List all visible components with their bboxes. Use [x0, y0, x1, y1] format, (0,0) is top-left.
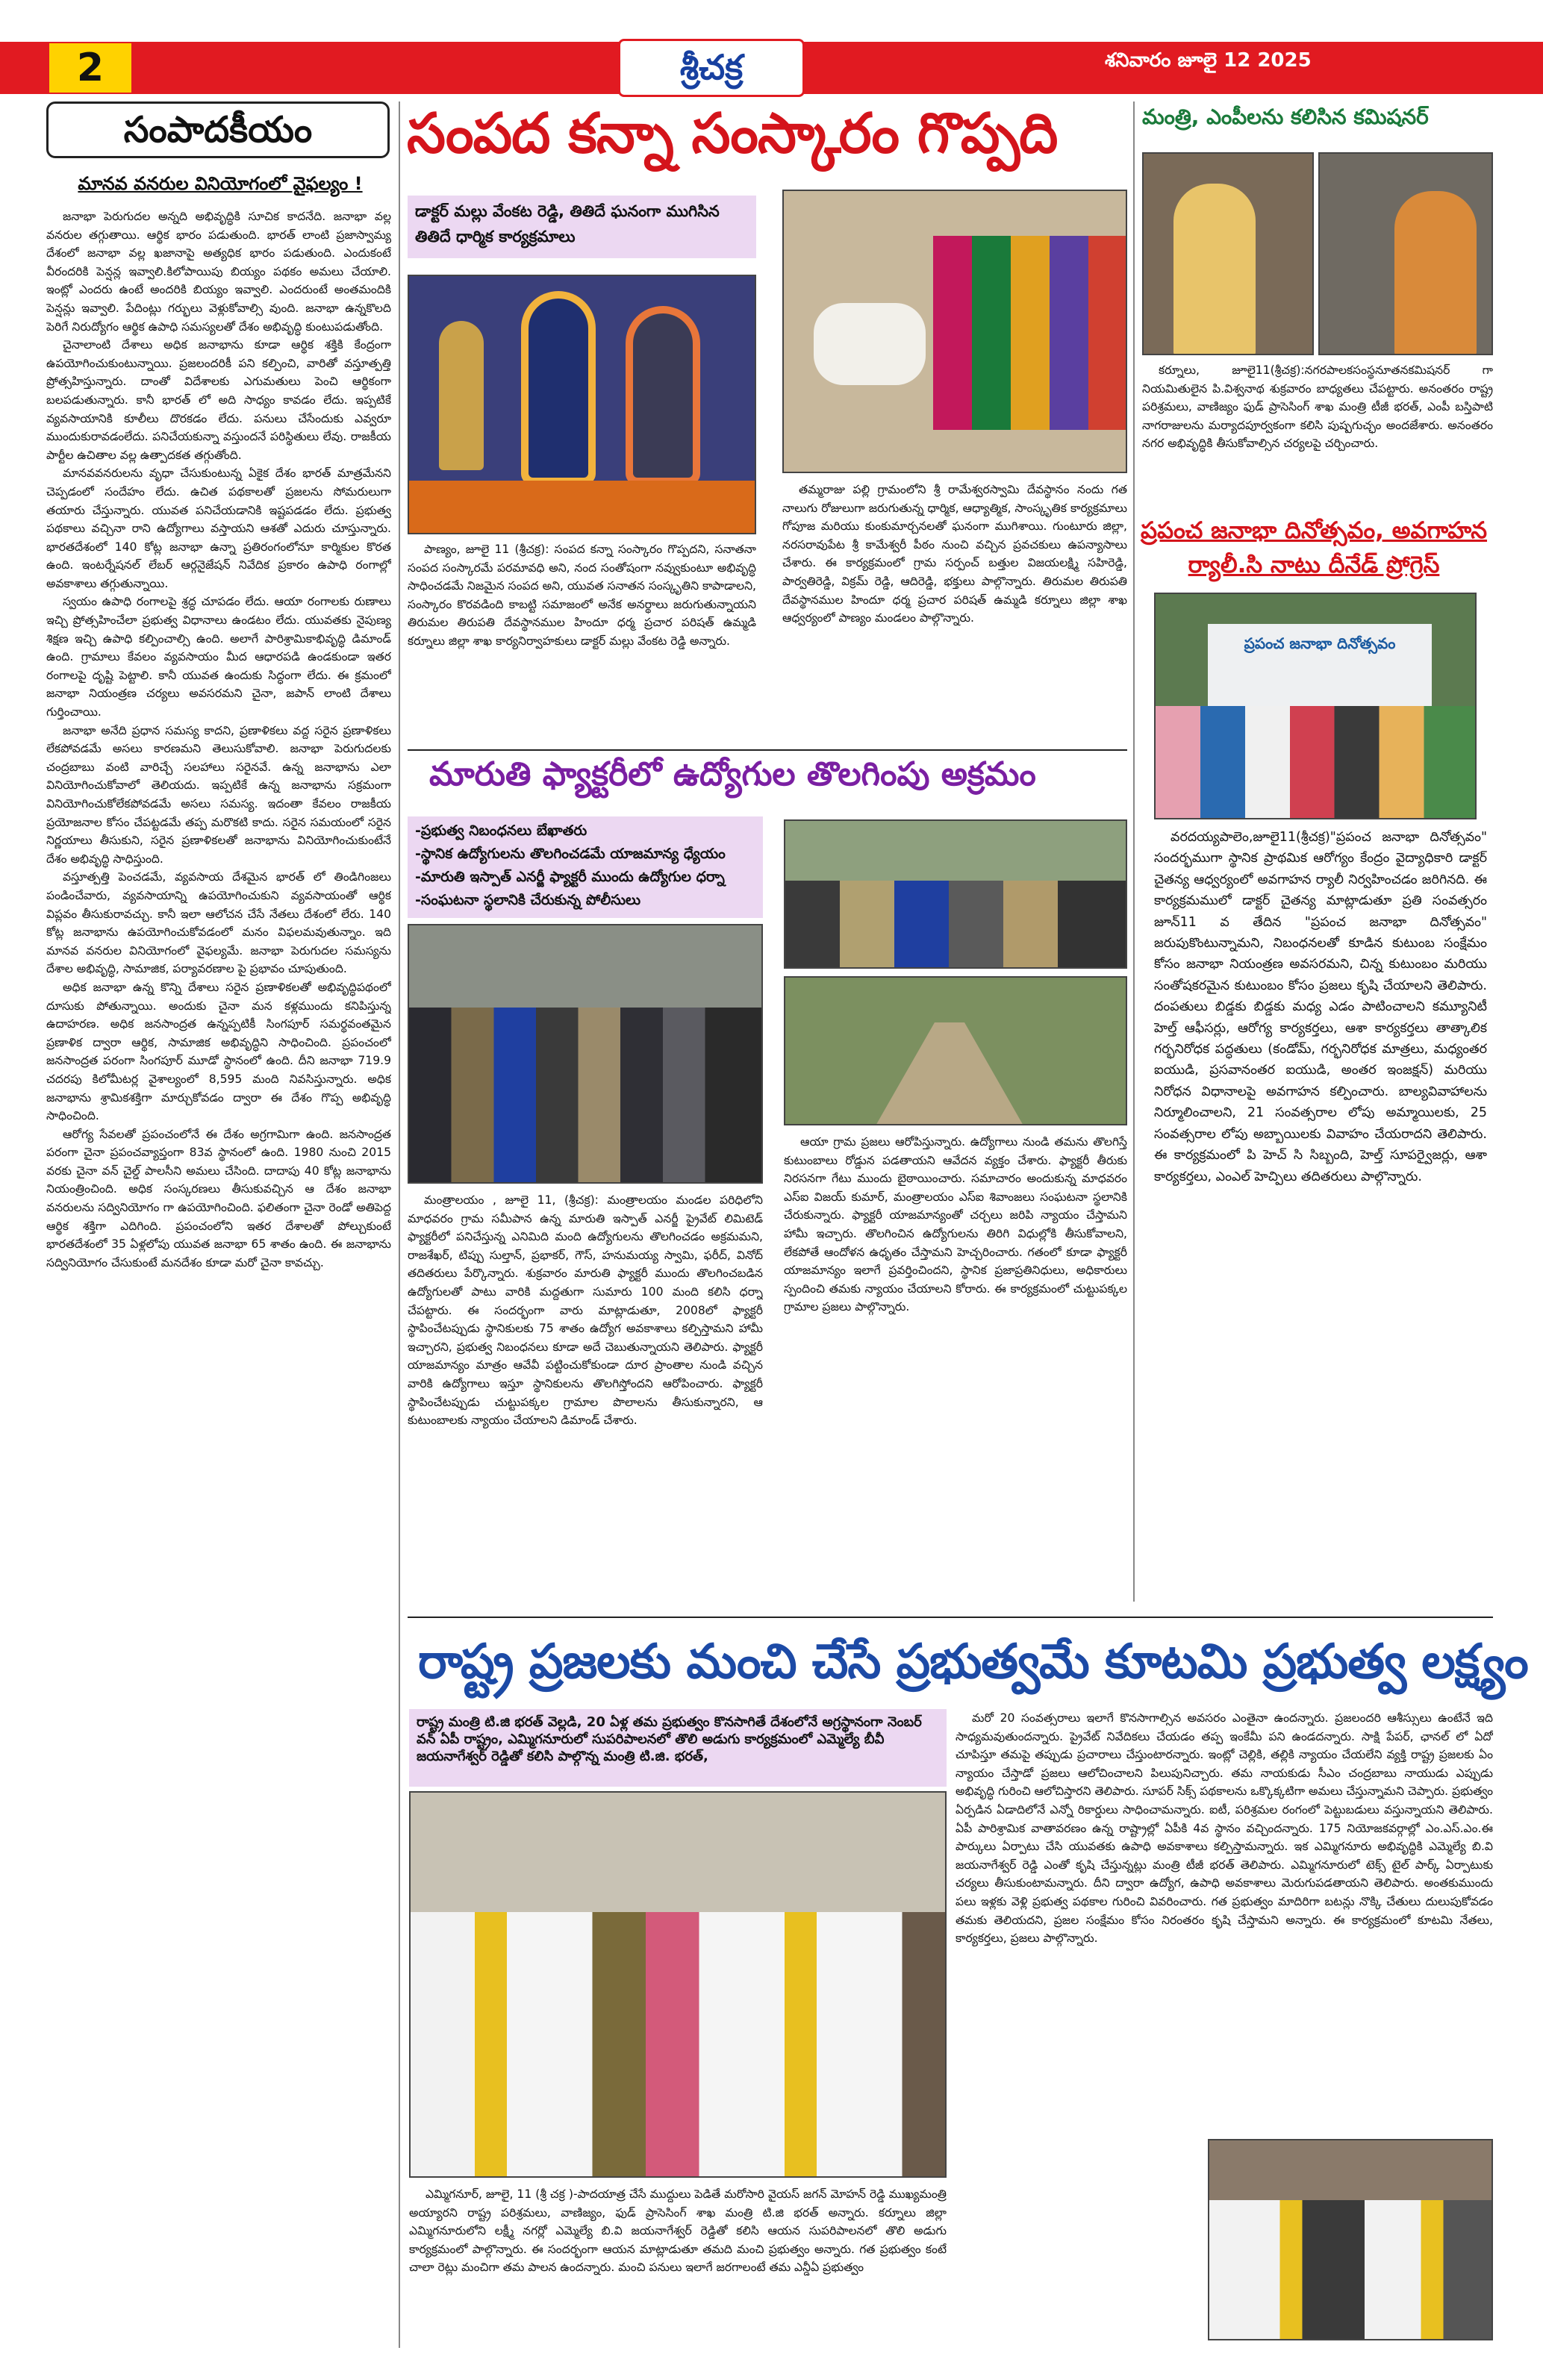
maruti-road-photo [784, 976, 1127, 1125]
state-subhead: రాష్ట్ర మంత్రి టి.జి భరత్ వెల్లడి, 20 ఏళ్ల తమ ప్రభుత్వం కొనసాగితే దేశంలోనే అగ్రస్థానంగా నెంబర్ వన్ ఏపీ రాష్ట్రం, ఎమ్మిగనూరులో సుపరిపాలనలో తొలి అడుగు కార్యక్రమంలో ఎమ్మెల్యే బీవీ జయనాగేశ్వర్ రెడ్డితో కలిసి పాల్గొన్న మంత్రి టి.జి. భరత్, [409, 1709, 947, 1787]
editorial-subtitle: మానవ వనరుల వినియోగంలో వైఫల్యం ! [78, 173, 363, 194]
temple-idol-photo [408, 275, 756, 534]
minister-paragraph: కర్నూలు, జూలై11(శ్రీచక్ర):నగరపాలకసంస్థనూతనకమిషనర్ గా నియమితులైన పి.విశ్వనాథ శుక్రవారం బాధ్యతలు చేపట్టారు. అనంతరం రాష్ట్ర పరిశ్రమలు, వాణిజ్యం ఫుడ్ ప్రాసెసింగ్ శాఖ మంత్రి టీజీ భరత్, ఎంపీ బస్తిపాటి నాగరాజులను మర్యాదపూర్వకంగా కలిసి పుష్పగుచ్ఛం అందజేశారు. అనంతరం నగర అభివృద్ధికి తీసుకోవాల్సిన చర్యలపై చర్చించారు. [1142, 363, 1493, 451]
section-rule [408, 1617, 1493, 1618]
maruti-paragraph: మంత్రాలయం , జూలై 11, (శ్రీచక్ర): మంత్రాలయం మండల పరిధిలోని మాధవరం గ్రామ సమీపాన ఉన్న మారుతి ఇస్పాత్ ఎనర్జీ ప్రైవేట్ లిమిటెడ్ ఫ్యాక్టరీలో పనిచేస్తున్న ఎనిమిది మంది ఉద్యోగులను తొలగించడం అక్రమమని, రాజశేఖర్, టిప్పు సుల్తాన్, ప్రభాకర్, గౌస్, హనుమయ్య స్వామి, ఫరీద్, వినోద్ తదితరులు పేర్కొన్నారు. శుక్రవారం మారుతి ఫ్యాక్టరీ ముందు తొలగించబడిన ఉద్యోగులతో పాటు వారికి మద్దతుగా సుమారు 100 మంది కలిసి ధర్నా చేపట్టారు. ఈ సందర్భంగా వారు మాట్లాడుతూ, 2008లో ఫ్యాక్టరీ స్థాపించేటప్పుడు స్థానికులకు 75 శాతం ఉద్యోగ అవకాశాలు కల్పిస్తామని హామీ ఇచ్చారని, ప్రభుత్వ నిబంధనలు కూడా అదే చెబుతున్నాయని తెలిపారు. ఫ్యాక్టరీ యాజమాన్యం మాత్రం ఆవేవీ పట్టించుకోకుండా దూర ప్రాంతాల నుండి వచ్చిన వారికి ఉద్యోగాలు ఇస్తూ స్థానికులను తొలగిస్తోందని ఆరోపించారు. ఫ్యాక్టరీ స్థాపించేటప్పుడు చుట్టుపక్కల గ్రామాల పొలాలను తీసుకున్నారని, ఆ కుటుంబాలకు న్యాయం చేయాలని డిమాండ్ చేశారు. [408, 1193, 763, 1428]
page-number: 2 [49, 43, 131, 93]
column-divider [399, 101, 400, 2348]
commissioner-photo-1 [1142, 152, 1314, 355]
maruti-headline: మారుతి ఫ్యాక్టరీలో ఉద్యోగుల తొలగింపు అక్రమం [429, 755, 1036, 793]
editorial-paragraph: జనాభా అనేది ప్రధాన సమస్య కాదని, ప్రణాళికలు వద్ద సరైన ప్రణాళికలు లేకపోవడమే అసలు కారణమని తెలుసుకోవాలి. జనాభా పెరుగుదలకు చంద్రబాబు వంటి వారిచ్చే సలహాలు సరైనవే. ఉన్న జనాభాను ఎలా వినియోగించుకోవాలో తెలియదు. ఇప్పటికే ఉన్న జనాభాను సక్రమంగా వినియోగించుకోలేకపోవడమే అసలు సమస్య. ఇదంతా కేవలం రాజకీయ ప్రయోజనాల కోసం చేపట్టడమే తప్ప మరొకటి కాదు. సరైన సమయంలో సరైన నిర్ణయాలు తీసుకుని, సరైన ప్రణాళికలతో జనాభాను వినియోగించుకుంటేనే దేశం అభివృద్ధి సాధిస్తుంది. [46, 723, 391, 866]
state-body-right [956, 1709, 1493, 2134]
editorial-paragraph: అధిక జనాభా ఉన్న కొన్ని దేశాలు సరైన ప్రణాళికలతో అభివృద్ధిపథంలో దూసుకు పోతున్నాయి. అందుకు చైనా మన కళ్లముందు కనిపిస్తున్న ఉదాహరణ. అధిక జనసాంద్రత ఉన్నప్పటికీ సింగపూర్ సమర్థవంతమైన ప్రణాళిక ద్వారా ఆర్థిక, సామాజిక అభివృద్ధిని సాధించింది. ప్రపంచంలో జనసాంద్రత పరంగా సింగపూర్ మూడో స్థానంలో ఉంది. దీని జనాభా 719.9 చదరపు కిలోమీటర్ల వైశాల్యంలో 8,595 మంది నివసిస్తున్నారు. అధిక జనాభాను శ్రామికశక్తిగా మార్చుకోవడం ద్వారా ఈ దేశం గొప్ప అభివృద్ధి సాధించింది. [46, 980, 391, 1123]
editorial-paragraph: జనాభా పెరుగుదల అన్నది అభివృద్ధికి సూచిక కాదనేది. జనాభా వల్ల వనరుల తగ్గుతాయి. ఆర్థిక భారం పడుతుంది. భారత్ లాంటి ప్రజాస్వామ్య దేశంలో జనాభా వల్ల ఖజానాపై అత్యధిక భారం పడుతుంది. ఎందుకంటే వీరందరికి పెన్షన్ల ఇవ్వాలి.కిలోపాయిపు బియ్యం పథకం అమలు చేయాలి. ఇంట్లో ఎందరు ఉంటే అందరికి బియ్యం ఇవ్వాలి. ఎందరుంటే అంతమందికి పెన్షన్లు ఇవ్వాలి. పేదింట్లు గర్భులు వెళ్లుకోవాల్సి వుంది. జనాభా ఉన్నకొలది పెరిగే నిరుద్యోగం ఆర్థిక ఉపాధి సమస్యలతో దేశం అభివృద్ధి కుంటుపడుతోంది. [46, 210, 391, 334]
editorial-title: సంపాదకీయం [46, 101, 390, 158]
minister-headline: మంత్రి, ఎంపీలను కలిసిన కమిషనర్ [1142, 104, 1429, 129]
temple-body-right [782, 481, 1127, 742]
maruti-body-right [784, 1133, 1127, 1609]
maruti-bullet: -సంఘటనా స్థలానికి చేరుకున్న పోలీసులు [415, 892, 641, 908]
temple-subhead: డాక్టర్ మల్లు వేంకట రెడ్డి, తితిదే ఘనంగా ముగిసిన తితిదే ధార్మిక కార్యక్రమాలు [408, 196, 756, 258]
population-day-body [1154, 827, 1487, 1603]
editorial-paragraph: స్వయం ఉపాధి రంగాలపై శ్రద్ధ చూపడం లేదు. ఆయా రంగాలకు రుణాలు ఇచ్చి ప్రోత్సహించేలా ప్రభుత్వ విధానాలు ఉండటం లేదు. యువతకు నైపుణ్య శిక్షణ ఇచ్చి ఉపాధి కల్పించాల్సి ఉంది. అలాగే పారిశ్రామికాభివృద్ధి డిమాండ్ ఉంది. గ్రామాలు కేవలం వ్యవసాయం మీద ఆధారపడి ఉండకుండా ఇతర రంగాలపై దృష్టి పెట్టాలి. కానీ యువత ఉందుకు సిద్ధంగా లేదు. ఈ క్రమంలో జనాభా నియంత్రణ చర్యలు అవసరమని చైనా, జపాన్ లాంటి దేశాలు గుర్తించాయి. [46, 595, 391, 719]
population-day-headline: ప్రపంచ జనాభా దినోత్సవం, అవగాహన ర్యాలీ.సి నాటు దీనేడ్ ప్రోగ్రెస్ [1140, 517, 1488, 578]
editorial-paragraph: చైనాలాంటి దేశాలు అధిక జనాభాను కూడా ఆర్థిక శక్తికి కేంద్రంగా ఉపయోగించుకుంటున్నాయి. ప్రజలందరికీ పని కల్పించి, వారితో వస్తూత్పత్తి ప్రోత్సహిస్తున్నారు. దాంతో విదేశాలకు ఎగుమతులు పెంచి ఆర్థికంగా బలపడుతున్నారు. కానీ భారత్ లో అది సాధ్యం కావడం లేదు. ఇప్పటికే వ్యవసాయానికి కూలీలు దొరకడం లేదు. పనులు చేసేందుకు ఎవ్వరూ ముందుకురావడంలేదు. పనిచేయకున్నా వస్తుందనే పరిస్థితులు లేవు. రాజకీయ పార్టీల ఉచితాల వల్ల ఉత్పాదకత తగ్గుతోంది. [46, 338, 391, 462]
editorial-paragraph: వస్తూత్పత్తి పెంచడమే, వ్యవసాయ దేశమైన భారత్ లో తిండిగింజలు పండించేవారు, వ్యవసాయాన్ని ఉపయోగించుకుని వ్యవసాయంతో ఆర్థిక విప్లవం తీసుకురావచ్చు. కానీ ఇలా ఆలోచన చేసే నేతలు దేశంలో లేరు. 140 కోట్ల జనాభాను ఉపయోగించుకోవడంలో మనం విఫలమవుతున్నాం. ఇది మానవ వనరుల వినియోగంలో వైఫల్యమే. జనాభా పెరుగుదల సమస్యను దేశాల అభివృద్ధి, సామాజిక, పర్యావరణాల పై ప్రభావం చూపుతుంది. [46, 870, 391, 976]
maruti-bullet: -ప్రభుత్వ నిబంధనలు బేఖాతరు [415, 822, 587, 839]
commissioner-photo-2 [1318, 152, 1493, 355]
population-paragraph: వరదయ్యపాలెం,జూలై11(శ్రీచక్ర)"ప్రపంచ జనాభా దినోత్సవం" సందర్భముగా స్థానిక ప్రాథమిక ఆరోగ్యం కేంద్రం వైద్యాధికారి డాక్టర్ చైతన్య ఆధ్వర్యంలో అవగాహన ర్యాలీ నిర్వహించడం జరిగినది. ఈ కార్యక్రమములో డాక్టర్ చైతన్య మాట్లాడుతూ ప్రతి సంవత్సరం జూన్11 వ తేదిన "ప్రపంచ జనాభా దినోత్సవం" జరుపుకొంటున్నామని, నిబంధనలతో కూడిన కుటుంబ సంక్షేమం కోసం జనాభా నియంత్రణ అవసరమని, చిన్న కుటుంబం మరియు సంతోషకరమైన కుటుంబం కోసం ప్రజలు కృషి చేయాలని తెలిపారు. దంపతులు బిడ్డకు బిడ్డకు మధ్య ఎడం పాటించాలని కమ్యూనిటీ హెల్త్ ఆఫీసర్లు, ఆరోగ్య కార్యకర్తలు, ఆశా కార్యకర్తలు తాత్కాలిక గర్భనిరోధక పద్ధతులు (కండోమ్, గర్భనిరోధక మాత్రలు, మధ్యంతర ఐయుడి, ప్రసవానంతర ఐయుడి, అంతర ఇంజక్షన్) మరియు నిరోధన విధానాలపై అవగాహన కల్పించారు. బాల్యవివాహాలను నిర్మూలించాలని, 21 సంవత్సరాల లోపు అమ్మాయిలకు, 25 సంవత్సరాల లోపు అబ్బాయిలకు వివాహం చేయరాదని తెలిపారు. ఈ కార్యక్రమంలో పి హెచ్ సి సిబ్బంది, హెల్త్ సూపర్వైజర్లు, ఆశా కార్యకర్తలు, ఎంఎల్ హెచ్పిలు తదితరులు పాల్గొన్నారు. [1154, 830, 1487, 1184]
editorial-paragraph: మానవవనరులను వృధా చేసుకుంటున్న ఏకైక దేశం భారత్ మాత్రమేనని చెప్పడంలో సందేహం లేదు. ఉచిత పథకాలతో ప్రజలను సోమరులుగా తయారు చేస్తున్నారు. యువత పనిచేయడానికి ఇష్టపడడం లేదు. ప్రభుత్వ పథకాలు వచ్చినా రాని ఉద్యోగాలు వస్తాయని ఆశతో ఎదురు చూస్తున్నారు. భారతదేశంలో 140 కోట్ల జనాభా ఉన్నా ప్రతిరంగంలోనూ కార్మికుల కొరత ఉంది. ఇంటర్నేషనల్ లేబర్ ఆర్గనైజేషన్ నివేదిక ప్రకారం ఉపాధి రంగాల్లో అవకాశాలు తగ్గుతున్నాయి. [46, 466, 391, 590]
temple-headline: సంపద కన్నా సంస్కారం గొప్పది [407, 101, 1058, 166]
temple-paragraph: పాణ్యం, జూలై 11 (శ్రీచక్ర): సంపద కన్నా సంస్కారం గొప్పదని, సనాతనా సంపద సంస్కారమే పరమావధి అని, నంద సంతోషంగా నవ్వుకుంటూ అభివృద్ధి సాధించడమే నిజమైన సంపద అని, యువత సనాతన సంస్కృతిని కాపాడాలని, సంస్కారం కొరవడింది కాబట్టి సమాజంలో అనేక అనర్థాలు జరుగుతున్నాయని తిరుమల తిరుపతి దేవస్థానముల హిందూ ధర్మ ప్రచార పరిషత్ ఉమ్మడి కర్నూలు జిల్లా శాఖ కార్యనిర్వాహకులు డాక్టర్ మల్లు వేంకట రెడ్డి అన్నారు. [408, 543, 756, 648]
section-rule [408, 749, 1127, 751]
state-body-left [409, 2185, 947, 2342]
maruti-paragraph: ఆయా గ్రామ ప్రజలు ఆరోపిస్తున్నారు. ఉద్యోగాలు నుండి తమను తొలగిస్తే కుటుంబాలు రోడ్డున పడతాయని ఆవేదన వ్యక్తం చేశారు. ఫ్యాక్టరీ తీరుకు నిరసనగా గేటు ముందు బైఠాయించారు. సమాచారం అందుకున్న మాధవరం ఎస్ఐ విజయ్ కుమార్, మంత్రాలయం ఎస్ఐ శివాంజలు సంఘటనా స్థలానికి చేరుకున్నారు. ఫ్యాక్టరీ యాజమాన్యంతో చర్చలు జరిపి న్యాయం చేస్తామని హామీ ఇచ్చారు. తొలగించిన ఉద్యోగులను తిరిగి విధుల్లోకి తీసుకోవాలని, లేకపోతే ఆందోళన ఉధృతం చేస్తామని హెచ్చరించారు. గతంలో కూడా ఫ్యాక్టరీ యాజమాన్యం ఇలాగే ప్రవర్తించిందని, స్థానిక ప్రజాప్రతినిధులు, అధికారులు స్పందించి తమకు న్యాయం చేయాలని కోరారు. ఈ కార్యక్రమంలో చుట్టుపక్కల గ్రామాల ప్రజలు పాల్గొన్నారు. [784, 1135, 1127, 1314]
editorial-body [46, 207, 391, 2342]
maruti-bullets [408, 816, 763, 918]
state-headline: రాష్ట్ర ప్రజలకు మంచి చేసే ప్రభుత్వమే కూటమి ప్రభుత్వ లక్ష్యం [418, 1634, 1528, 1690]
maruti-bullet: -మారుతి ఇస్పాత్ ఎనర్జీ ఫ్యాక్టరీ ముందు ఉద్యోగుల ధర్నా [415, 869, 725, 885]
rally-banner-text: ప్రపంచ జనాభా దినోత్సవం [1244, 634, 1396, 652]
maruti-bullet: -స్థానిక ఉద్యోగులను తొలగించడమే యాజమాన్య ధ్యేయం [415, 846, 726, 862]
temple-body-left [408, 540, 756, 742]
maruti-police-photo [784, 819, 1127, 969]
issue-date: శనివారం జూలై 12 2025 [1105, 49, 1312, 72]
maruti-body-left [408, 1191, 763, 1609]
state-paragraph: ఎమ్మిగనూర్, జూలై, 11 (శ్రీ చక్ర )-పాదయాత్ర చేసే ముద్దులు పెడితే మరోసారి వైయస్ జగన్ మోహన్ రెడ్డి ముఖ్యమంత్రి అయ్యారని రాష్ట్ర పరిశ్రమలు, వాణిజ్యం, ఫుడ్ ప్రాసెసింగ్ శాఖ మంత్రి టి.జి భరత్ అన్నారు. కర్నూలు జిల్లా ఎమ్మిగనూరులోని లక్ష్మీ నగర్లో ఎమ్మెల్యే బి.వి జయనాగేశ్వర్ రెడ్డితో కలిసి ఆయన సుపరిపాలనలో తొలి అడుగు కార్యక్రమంలో పాల్గొన్నారు. ఈ సందర్భంగా ఆయన మాట్లాడుతూ తమది మంచి ప్రభుత్వం అన్నారు. గత ప్రభుత్వం కంటే చాలా రెట్లు మంచిగా తమ పాలన ఉందన్నారు. మంచి పనులు ఇలాగే జరగాలంటే తమ ఎన్డీఏ ప్రభుత్వం [409, 2187, 947, 2275]
maruti-protest-photo [408, 924, 763, 1184]
state-visit-photo [1208, 2139, 1493, 2340]
minister-body [1142, 361, 1493, 503]
column-divider [1133, 101, 1135, 1602]
state-paragraph: మరో 20 సంవత్సరాలు ఇలాగే కొనసాగాల్సిన అవసరం ఎంతైనా ఉందన్నారు. ప్రజలందరి ఆశీస్సులు ఉంటేనే ఇది సాధ్యమవుతుందన్నారు. ప్రైవేట్ నివేదికలు చేయడం తప్ప ఇంకేమీ పని ఉండదన్నారు. సాక్షి పేపర్, ఛానల్ లో ఏదో చూపిస్తూ తమపై తప్పుడు ప్రచారాలు చేస్తుంటారన్నారు. ఇంట్లో చెల్లికి, తల్లికి న్యాయం చేయలేని వ్యక్తి రాష్ట్ర ప్రజలకు ఏం న్యాయం చేస్తాడో ప్రజలు ఆలోచించాలని పిలుపునిచ్చారు. తమ నాయకుడు సీఎం చంద్రబాబు నాయుడు ఎప్పుడు అభివృద్ధి గురించి ఆలోచిస్తారని తెలిపారు. సూపర్ సిక్స్ పథకాలను ఒక్కొక్కటిగా అమలు చేస్తున్నామని చెప్పారు. ప్రభుత్వం ఏర్పడిన ఏడాదిలోనే ఎన్నో రికార్డులు సాధించామన్నారు. ఐటీ, పరిశ్రమల రంగంలో పెట్టుబడులు వస్తున్నాయని తెలిపారు. ఏపీ పారిశ్రామిక వాతావరణం ఉన్న రాష్ట్రాల్లో ఏపీకి 4వ స్థానం వచ్చిందన్నారు. 175 నియోజకవర్గాల్లో ఎం.ఎస్.ఎం.ఈ పార్కులు ఏర్పాటు చేసి యువతకు ఉపాధి అవకాశాలు కల్పిస్తామన్నారు. ఇక ఎమ్మిగనూరు అభివృద్ధికి ఎమ్మెల్యే బి.వి జయనాగేశ్వర్ రెడ్డి ఎంతో కృషి చేస్తున్నట్లు మంత్రి టీజీ భరత్ తెలిపారు. ఎమ్మిగనూరులో టెక్స్ టైల్ పార్క్ ఏర్పాటుకు చర్యలు తీసుకుంటామన్నారు. దీని ద్వారా ఉద్యోగ, ఉపాధి అవకాశాలు మెరుగుపడతాయని తెలిపారు. అంతకుముందు పలు ఇళ్లకు వెళ్లి ప్రభుత్వ పథకాల గురించి వివరించారు. గత ప్రభుత్వం మాదిరిగా బటన్లు నొక్కి చేతులు దులుపుకోవడం తమకు తెలియదని, ప్రజల సంక్షేమం కోసం నిరంతరం కృషి చేస్తామని అన్నారు. ఈ కార్యక్రమంలో కూటమి నేతలు, కార్యకర్తలు, ప్రజలు పాల్గొన్నారు. [956, 1711, 1493, 1946]
newspaper-logo: శ్రీచక్ర [618, 39, 805, 97]
population-rally-photo [1154, 593, 1477, 819]
editorial-paragraph: ఆరోగ్య సేవలతో ప్రపంచంలోనే ఈ దేశం అగ్రగామిగా ఉంది. జనసాంద్రత పరంగా చైనా ప్రపంచవ్యాప్తంగా 83వ స్థానంలో ఉంది. 1980 నుంచి 2015 వరకు చైనా వన్ చైల్డ్ పాలసీని అమలు చేసింది. దాదాపు 40 కోట్ల జనాభాను నియంత్రించింది. అధిక సంస్కరణలు తీసుకువచ్చిన ఆ దేశం జనాభా వనరులను సద్వినియోగం గా ఉపయోగించింది. ఫలితంగా చైనా రెండో అతిపెద్ద ఆర్థిక శక్తిగా ఎదిగింది. ప్రపంచంలోని ఇతర దేశాలతో పోల్చుకుంటే భారతదేశంలో 35 ఏళ్లలోపు యువత జనాభా 65 శాతం ఉంది. ఈ జనాభాను సద్వినియోగం చేసుకుంటే మనదేశం కూడా మరో చైనా కావచ్చు. [46, 1127, 391, 1269]
temple-gopuja-photo [782, 190, 1127, 473]
state-event-photo [409, 1791, 947, 2178]
temple-paragraph: తమ్మరాజు పల్లి గ్రామంలోని శ్రీ రామేశ్వరస్వామి దేవస్థానం నందు గత నాలుగు రోజులుగా జరుగుతున్న ధార్మిక, ఆధ్యాత్మిక, సాంస్కృతిక కార్యక్రమాలు గోపూజ మరియు కుంకుమార్చనలతో ఘనంగా ముగిశాయి. గుంటూరు జిల్లా, నరసరావుపేట శ్రీ కామేశ్వరీ పీఠం నుంచి వచ్చిన ప్రవచకులు ఉపన్యాసాలు చేశారు. ఈ కార్యక్రమంలో గ్రామ సర్పంచ్ బత్తుల విజయలక్ష్మి సహిరెడ్డి, పార్వతిరెడ్డి, విక్రమ్ రెడ్డి, ఆదిరెడ్డి, భక్తులు పాల్గొన్నారు. తిరుమల తిరుపతి దేవస్థానముల హిందూ ధర్మ ప్రచార పరిషత్ ఉమ్మడి కర్నూలు జిల్లా శాఖ ఆధ్వర్యంలో పాణ్యం మండలం పాల్గొన్నారు. [782, 483, 1127, 625]
